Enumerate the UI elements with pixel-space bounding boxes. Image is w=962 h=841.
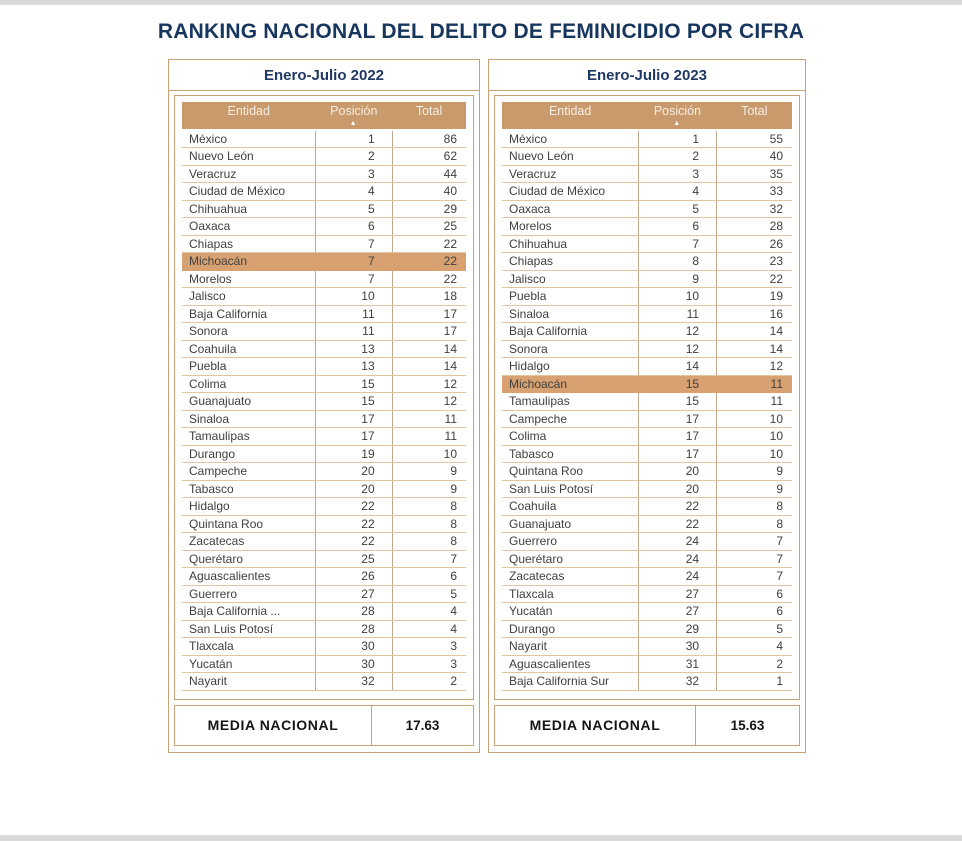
table-row[interactable] (502, 445, 792, 463)
bottom-edge-strip (0, 835, 962, 841)
total-cell: 4 (717, 638, 792, 656)
total-cell: 32 (717, 200, 792, 218)
position-cell: 7 (315, 235, 392, 253)
total-cell: 26 (717, 235, 792, 253)
position-cell: 20 (638, 463, 716, 481)
table-row[interactable] (502, 515, 792, 533)
entity-cell: Zacatecas (182, 533, 315, 551)
top-edge-strip (0, 0, 962, 5)
total-cell: 9 (392, 480, 466, 498)
column-header-posicion-label: Posición (330, 104, 378, 118)
total-cell: 3 (392, 655, 466, 673)
table-row[interactable] (502, 288, 792, 306)
table-row[interactable] (502, 323, 792, 341)
position-cell: 27 (315, 585, 392, 603)
table-row[interactable] (182, 603, 466, 621)
column-header-entidad-label: Entidad (548, 104, 592, 118)
entity-cell: Puebla (502, 288, 638, 306)
sort-ascending-icon: ▲ (349, 120, 357, 127)
position-cell: 30 (315, 655, 392, 673)
position-cell: 20 (315, 480, 392, 498)
position-cell: 4 (315, 183, 392, 201)
entity-cell: Nuevo León (502, 148, 638, 166)
table-row[interactable] (182, 200, 466, 218)
position-cell: 11 (315, 305, 392, 323)
panel-2023 (488, 59, 806, 753)
entity-cell: Durango (182, 445, 315, 463)
total-cell: 10 (717, 410, 792, 428)
position-cell: 1 (638, 130, 716, 148)
table-row[interactable] (502, 200, 792, 218)
total-cell: 8 (392, 498, 466, 516)
position-cell: 22 (638, 498, 716, 516)
table-row[interactable] (182, 585, 466, 603)
total-cell: 22 (392, 270, 466, 288)
total-cell: 28 (717, 218, 792, 236)
total-cell: 12 (392, 393, 466, 411)
position-cell: 2 (638, 148, 716, 166)
total-cell: 62 (392, 148, 466, 166)
total-cell: 35 (717, 165, 792, 183)
entity-cell: Quintana Roo (182, 515, 315, 533)
table-row[interactable] (182, 445, 466, 463)
table-body-2022 (182, 130, 466, 690)
column-header-entidad-label: Entidad (227, 104, 270, 118)
entity-cell: Sinaloa (182, 410, 315, 428)
entity-cell: Sonora (502, 340, 638, 358)
table-row[interactable] (502, 375, 792, 393)
entity-cell: Morelos (502, 218, 638, 236)
table-row[interactable] (502, 638, 792, 656)
total-cell: 14 (392, 358, 466, 376)
entity-cell: Baja California (182, 305, 315, 323)
total-cell: 11 (392, 428, 466, 446)
position-cell: 4 (638, 183, 716, 201)
table-row[interactable] (502, 428, 792, 446)
position-cell: 31 (638, 655, 716, 673)
entity-cell: San Luis Potosí (182, 620, 315, 638)
position-cell: 28 (315, 620, 392, 638)
total-cell: 12 (717, 358, 792, 376)
position-cell: 30 (315, 638, 392, 656)
position-cell: 15 (638, 393, 716, 411)
table-row[interactable] (502, 480, 792, 498)
ranking-table-wrap-2022 (174, 95, 474, 700)
ranking-table-2023 (502, 102, 792, 691)
column-header-posicion[interactable] (638, 102, 716, 130)
entity-cell: Yucatán (182, 655, 315, 673)
table-row[interactable] (502, 620, 792, 638)
total-cell: 8 (717, 498, 792, 516)
table-body-2023 (502, 130, 792, 690)
entity-cell: Aguascalientes (502, 655, 638, 673)
period-title-2023: Enero-Julio 2023 (489, 60, 805, 91)
table-row[interactable] (182, 130, 466, 148)
entity-cell: Chihuahua (182, 200, 315, 218)
total-cell: 3 (392, 638, 466, 656)
column-header-total-label: Total (415, 104, 443, 118)
column-header-total-label: Total (741, 104, 768, 118)
entity-cell: Chihuahua (502, 235, 638, 253)
table-row[interactable] (182, 148, 466, 166)
table-row[interactable] (502, 183, 792, 201)
position-cell: 24 (638, 568, 716, 586)
entity-cell: Coahuila (182, 340, 315, 358)
total-cell: 40 (392, 183, 466, 201)
entity-cell: Ciudad de México (182, 183, 315, 201)
position-cell: 15 (315, 375, 392, 393)
total-cell: 11 (392, 410, 466, 428)
total-cell: 9 (392, 463, 466, 481)
panel-2022 (168, 59, 480, 753)
entity-cell: Campeche (182, 463, 315, 481)
total-cell: 11 (717, 393, 792, 411)
total-cell: 4 (392, 603, 466, 621)
position-cell: 26 (315, 568, 392, 586)
position-cell: 22 (315, 498, 392, 516)
total-cell: 25 (392, 218, 466, 236)
total-cell: 5 (717, 620, 792, 638)
total-cell: 33 (717, 183, 792, 201)
entity-cell: Veracruz (502, 165, 638, 183)
total-cell: 6 (717, 603, 792, 621)
entity-cell: México (502, 130, 638, 148)
table-row[interactable] (502, 270, 792, 288)
table-row[interactable] (182, 620, 466, 638)
entity-cell: Tlaxcala (182, 638, 315, 656)
table-row[interactable] (182, 358, 466, 376)
media-nacional-value: 15.63 (695, 705, 800, 746)
entity-cell: Nayarit (182, 673, 315, 691)
entity-cell: Sonora (182, 323, 315, 341)
media-nacional-label: MEDIA NACIONAL (174, 705, 372, 746)
entity-cell: México (182, 130, 315, 148)
table-row[interactable] (182, 165, 466, 183)
position-cell: 3 (315, 165, 392, 183)
total-cell: 11 (717, 375, 792, 393)
position-cell: 3 (638, 165, 716, 183)
total-cell: 9 (717, 480, 792, 498)
table-row[interactable] (502, 603, 792, 621)
total-cell: 8 (392, 515, 466, 533)
table-row[interactable] (182, 463, 466, 481)
position-cell: 28 (315, 603, 392, 621)
table-row[interactable] (182, 270, 466, 288)
ranking-table-wrap-2023 (494, 95, 800, 700)
total-cell: 14 (717, 323, 792, 341)
entity-cell: Campeche (502, 410, 638, 428)
table-row[interactable] (182, 375, 466, 393)
total-cell: 10 (717, 445, 792, 463)
total-cell: 7 (392, 550, 466, 568)
total-cell: 6 (717, 585, 792, 603)
total-cell: 1 (717, 673, 792, 691)
position-cell: 24 (638, 550, 716, 568)
table-row[interactable] (182, 218, 466, 236)
position-cell: 15 (315, 393, 392, 411)
table-row[interactable] (502, 305, 792, 323)
total-cell: 9 (717, 463, 792, 481)
entity-cell: Quintana Roo (502, 463, 638, 481)
position-cell: 2 (315, 148, 392, 166)
position-cell: 7 (315, 253, 392, 271)
position-cell: 17 (638, 410, 716, 428)
total-cell: 22 (392, 235, 466, 253)
total-cell: 44 (392, 165, 466, 183)
total-cell: 16 (717, 305, 792, 323)
entity-cell: Querétaro (182, 550, 315, 568)
table-row[interactable] (182, 410, 466, 428)
position-cell: 13 (315, 340, 392, 358)
position-cell: 17 (638, 428, 716, 446)
position-cell: 22 (315, 533, 392, 551)
position-cell: 6 (315, 218, 392, 236)
column-header-total[interactable] (392, 102, 466, 130)
total-cell: 14 (717, 340, 792, 358)
table-row[interactable] (182, 393, 466, 411)
entity-cell: Aguascalientes (182, 568, 315, 586)
table-row[interactable] (502, 340, 792, 358)
position-cell: 22 (638, 515, 716, 533)
position-cell: 29 (638, 620, 716, 638)
table-row[interactable] (182, 515, 466, 533)
table-row[interactable] (502, 148, 792, 166)
table-row[interactable] (502, 410, 792, 428)
entity-cell: Colima (182, 375, 315, 393)
total-cell: 18 (392, 288, 466, 306)
table-row[interactable] (502, 550, 792, 568)
table-row[interactable] (182, 655, 466, 673)
position-cell: 17 (638, 445, 716, 463)
page-title: RANKING NACIONAL DEL DELITO DE FEMINICIDIO POR CIFRA (157, 20, 805, 43)
total-cell: 7 (717, 568, 792, 586)
header-row (182, 102, 466, 130)
entity-cell: Morelos (182, 270, 315, 288)
ranking-table-2022 (182, 102, 466, 691)
total-cell: 2 (717, 655, 792, 673)
entity-cell: Baja California (502, 323, 638, 341)
column-header-entidad[interactable] (182, 102, 315, 130)
entity-cell: Jalisco (502, 270, 638, 288)
table-row[interactable] (182, 340, 466, 358)
table-row[interactable] (182, 323, 466, 341)
position-cell: 6 (638, 218, 716, 236)
entity-cell: Tabasco (502, 445, 638, 463)
total-cell: 14 (392, 340, 466, 358)
entity-cell: Michoacán (502, 375, 638, 393)
position-cell: 14 (638, 358, 716, 376)
table-row[interactable] (502, 673, 792, 691)
total-cell: 8 (392, 533, 466, 551)
total-cell: 5 (392, 585, 466, 603)
table-row[interactable] (182, 288, 466, 306)
position-cell: 27 (638, 603, 716, 621)
entity-cell: Yucatán (502, 603, 638, 621)
entity-cell: Chiapas (182, 235, 315, 253)
entity-cell: Baja California Sur (502, 673, 638, 691)
total-cell: 7 (717, 550, 792, 568)
position-cell: 32 (315, 673, 392, 691)
position-cell: 20 (638, 480, 716, 498)
header-row (502, 102, 792, 130)
position-cell: 5 (638, 200, 716, 218)
total-cell: 17 (392, 305, 466, 323)
table-row[interactable] (502, 533, 792, 551)
entity-cell: Oaxaca (182, 218, 315, 236)
table-row[interactable] (502, 655, 792, 673)
position-cell: 25 (315, 550, 392, 568)
total-cell: 4 (392, 620, 466, 638)
table-row[interactable] (182, 480, 466, 498)
total-cell: 6 (392, 568, 466, 586)
entity-cell: Tabasco (182, 480, 315, 498)
entity-cell: Guerrero (502, 533, 638, 551)
table-row[interactable] (502, 253, 792, 271)
position-cell: 10 (638, 288, 716, 306)
total-cell: 86 (392, 130, 466, 148)
entity-cell: Veracruz (182, 165, 315, 183)
total-cell: 23 (717, 253, 792, 271)
table-row[interactable] (182, 673, 466, 691)
entity-cell: Tamaulipas (502, 393, 638, 411)
entity-cell: Tlaxcala (502, 585, 638, 603)
table-row[interactable] (182, 428, 466, 446)
entity-cell: Guanajuato (502, 515, 638, 533)
entity-cell: Guanajuato (182, 393, 315, 411)
table-row[interactable] (502, 235, 792, 253)
table-row[interactable] (502, 393, 792, 411)
table-row[interactable] (182, 568, 466, 586)
entity-cell: Chiapas (502, 253, 638, 271)
entity-cell: Nayarit (502, 638, 638, 656)
position-cell: 11 (638, 305, 716, 323)
entity-cell: Michoacán (182, 253, 315, 271)
position-cell: 27 (638, 585, 716, 603)
period-title-2022: Enero-Julio 2022 (169, 60, 479, 91)
total-cell: 22 (717, 270, 792, 288)
table-row[interactable] (502, 585, 792, 603)
position-cell: 12 (638, 323, 716, 341)
entity-cell: Durango (502, 620, 638, 638)
position-cell: 30 (638, 638, 716, 656)
position-cell: 9 (638, 270, 716, 288)
panels-container (168, 59, 806, 753)
table-row[interactable] (182, 305, 466, 323)
entity-cell: Hidalgo (182, 498, 315, 516)
position-cell: 11 (315, 323, 392, 341)
position-cell: 24 (638, 533, 716, 551)
entity-cell: Baja California ... (182, 603, 315, 621)
table-row[interactable] (502, 568, 792, 586)
entity-cell: Colima (502, 428, 638, 446)
total-cell: 2 (392, 673, 466, 691)
position-cell: 15 (638, 375, 716, 393)
entity-cell: Sinaloa (502, 305, 638, 323)
column-header-posicion-label: Posición (653, 104, 702, 118)
total-cell: 40 (717, 148, 792, 166)
entity-cell: Ciudad de México (502, 183, 638, 201)
position-cell: 10 (315, 288, 392, 306)
entity-cell: Puebla (182, 358, 315, 376)
entity-cell: Guerrero (182, 585, 315, 603)
total-cell: 8 (717, 515, 792, 533)
table-row[interactable] (502, 463, 792, 481)
table-row[interactable] (182, 498, 466, 516)
table-row[interactable] (502, 218, 792, 236)
total-cell: 55 (717, 130, 792, 148)
column-header-posicion[interactable] (315, 102, 392, 130)
position-cell: 20 (315, 463, 392, 481)
total-cell: 29 (392, 200, 466, 218)
total-cell: 12 (392, 375, 466, 393)
position-cell: 17 (315, 410, 392, 428)
position-cell: 7 (638, 235, 716, 253)
entity-cell: Tamaulipas (182, 428, 315, 446)
total-cell: 10 (717, 428, 792, 446)
column-header-total[interactable] (717, 102, 792, 130)
entity-cell: Coahuila (502, 498, 638, 516)
total-cell: 7 (717, 533, 792, 551)
media-nacional-row-2022 (174, 705, 474, 746)
table-row[interactable] (182, 638, 466, 656)
table-row[interactable] (502, 498, 792, 516)
table-row[interactable] (182, 533, 466, 551)
entity-cell: Oaxaca (502, 200, 638, 218)
position-cell: 5 (315, 200, 392, 218)
table-row[interactable] (502, 358, 792, 376)
position-cell: 7 (315, 270, 392, 288)
position-cell: 19 (315, 445, 392, 463)
total-cell: 22 (392, 253, 466, 271)
position-cell: 32 (638, 673, 716, 691)
position-cell: 1 (315, 130, 392, 148)
entity-cell: Querétaro (502, 550, 638, 568)
media-nacional-value: 17.63 (371, 705, 474, 746)
table-row[interactable] (182, 183, 466, 201)
column-header-entidad[interactable] (502, 102, 638, 130)
position-cell: 22 (315, 515, 392, 533)
table-row[interactable] (502, 165, 792, 183)
table-row[interactable] (182, 550, 466, 568)
total-cell: 10 (392, 445, 466, 463)
table-row[interactable] (182, 253, 466, 271)
media-nacional-label: MEDIA NACIONAL (494, 705, 696, 746)
media-nacional-row-2023 (494, 705, 800, 746)
table-row[interactable] (502, 130, 792, 148)
table-row[interactable] (182, 235, 466, 253)
entity-cell: Zacatecas (502, 568, 638, 586)
position-cell: 13 (315, 358, 392, 376)
sort-ascending-icon: ▲ (673, 120, 681, 127)
position-cell: 17 (315, 428, 392, 446)
entity-cell: San Luis Potosí (502, 480, 638, 498)
entity-cell: Jalisco (182, 288, 315, 306)
entity-cell: Nuevo León (182, 148, 315, 166)
total-cell: 19 (717, 288, 792, 306)
position-cell: 12 (638, 340, 716, 358)
position-cell: 8 (638, 253, 716, 271)
total-cell: 17 (392, 323, 466, 341)
entity-cell: Hidalgo (502, 358, 638, 376)
